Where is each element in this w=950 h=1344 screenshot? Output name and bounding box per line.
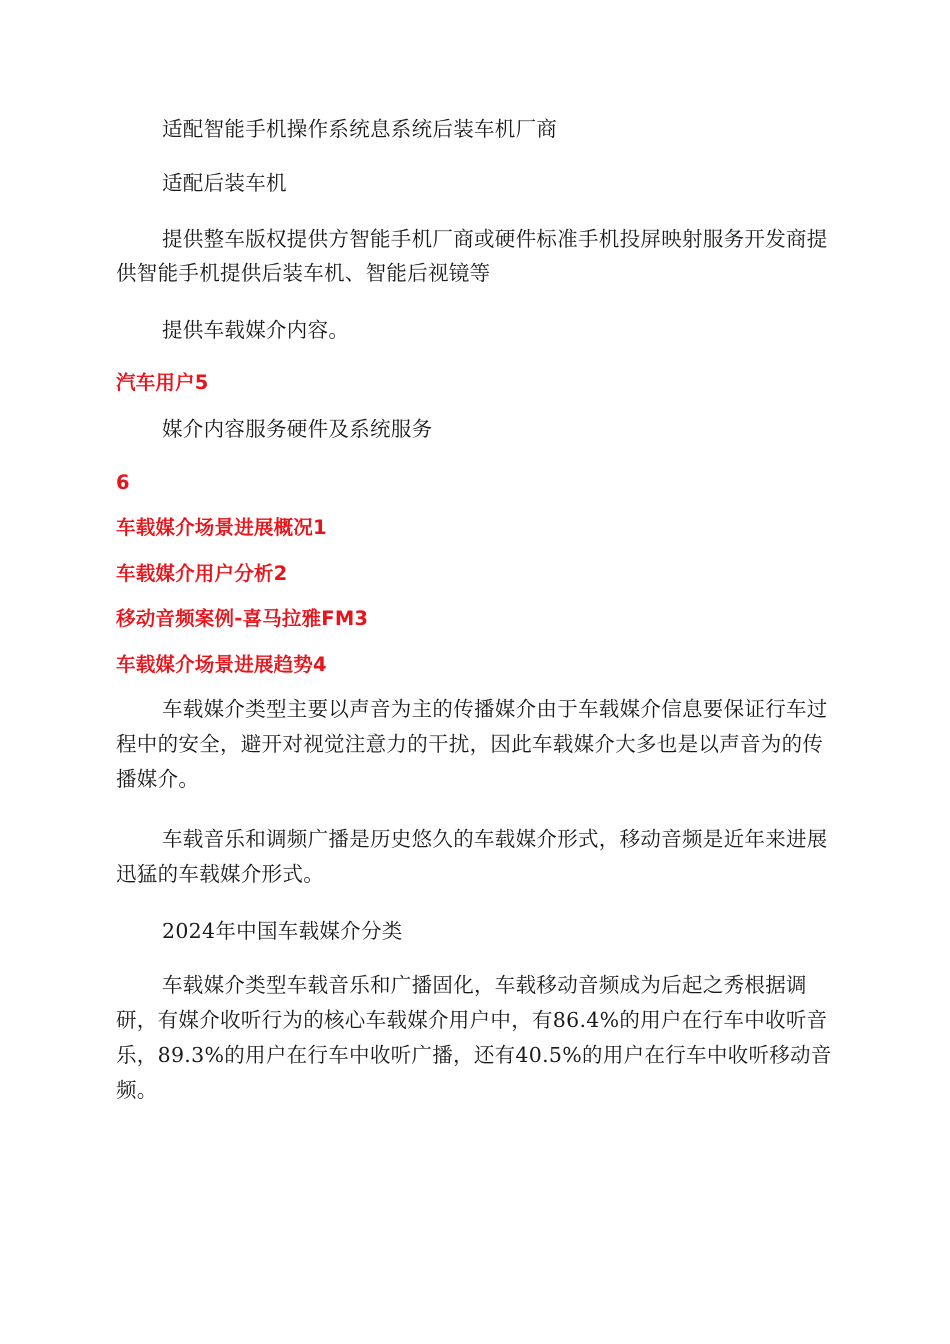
heading-scene-trends: 车载媒介场景进展趋势4: [116, 653, 327, 676]
paragraph-media-content: 提供车载媒介内容。: [162, 318, 350, 342]
paragraph-aftermarket-units: 适配后装车机: [162, 171, 287, 195]
paragraph-aftermarket-vendors: 适配智能手机操作系统息系统后装车机厂商: [162, 117, 558, 141]
heading-scene-overview: 车载媒介场景进展概况1: [116, 516, 327, 539]
heading-car-users: 汽车用户5: [116, 371, 209, 394]
paragraph-music-radio: 车载音乐和调频广播是历史悠久的车载媒介形式，移动音频是近年来进展迅猛的车载媒介形式。: [116, 827, 828, 886]
heading-section-number: 6: [116, 471, 130, 494]
paragraph-classification-title: 2024年中国车载媒介分类: [162, 919, 403, 943]
paragraph-services: 媒介内容服务硬件及系统服务: [162, 417, 433, 441]
heading-case-ximalaya: 移动音频案例-喜马拉雅FM3: [116, 607, 369, 630]
heading-user-analysis: 车载媒介用户分析2: [116, 562, 288, 585]
paragraph-providers: 提供整车版权提供方智能手机厂商或硬件标准手机投屏映射服务开发商提供智能手机提供后装车机、智能后视镜等: [116, 227, 828, 285]
paragraph-survey-results: 车载媒介类型车载音乐和广播固化，车载移动音频成为后起之秀根据调研，有媒介收听行为的核心车载媒介用户中，有86.4%的用户在行车中收听音乐，89.3%的用户在行车中收听广播，还有40.5%的用户在行车中收听移动音频。: [116, 973, 832, 1102]
paragraph-media-types: 车载媒介类型主要以声音为主的传播媒介由于车载媒介信息要保证行车过程中的安全，避开对视觉注意力的干扰，因此车载媒介大多也是以声音为的传播媒介。: [116, 697, 828, 791]
